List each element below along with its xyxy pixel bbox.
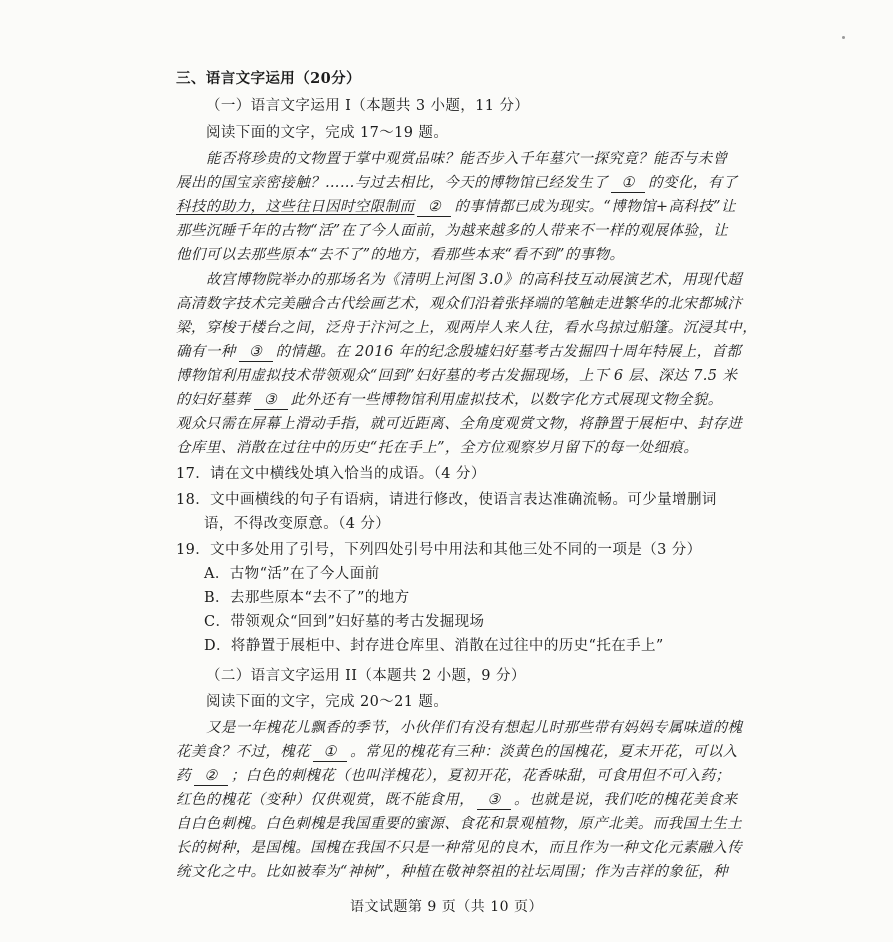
passage2-line: 又是一年槐花儿飘香的季节，小伙伴们有没有想起儿时那些带有妈妈专属味道的槐 (206, 720, 743, 736)
passage1-text: 的变化，有了 (648, 175, 738, 191)
option-a: A．古物“活”在了今人面前 (204, 566, 380, 582)
passage2-line: 统文化之中。比如被奉为“神树”，种植在敬神祭祖的社坛周围；作为吉祥的象征，种 (176, 864, 729, 880)
option-d: D．将静置于展柜中、封存进仓库里、消散在过往中的历史“托在手上” (204, 638, 664, 654)
passage2-text: 。也就是说，我们吃的槐花美食来 (514, 792, 738, 808)
passage1-line (176, 172, 738, 194)
passage1-text: 展出的国宝亲密接触？……与过去相比，今天的博物馆已经发生了 (176, 175, 609, 191)
scan-speck (842, 36, 845, 39)
blank-p2-3: ③ (477, 791, 511, 810)
part2-instruction: 阅读下面的文字，完成 20～21 题。 (206, 694, 449, 710)
passage2-text: 药 (176, 768, 191, 784)
passage2-line (176, 741, 738, 763)
passage1-text: 的事情都已成为现实。“博物馆+高科技”让 (454, 199, 736, 215)
passage1-line: 那些沉睡千年的古物“活”在了今人面前，为越来越多的人带来不一样的观展体验，让 (176, 223, 729, 239)
passage1-line (176, 341, 742, 363)
passage1-line: 他们可以去那些原本“去不了”的地方，看那些本来“看不到”的事物。 (176, 247, 625, 263)
passage1-line (176, 196, 736, 218)
question-18-cont: 语，不得改变原意。（4 分） (204, 516, 391, 532)
passage2-line (176, 765, 731, 787)
passage2-text: 。常见的槐花有三种：淡黄色的国槐花，夏末开花，可以入 (350, 744, 738, 760)
passage1-line: 仓库里、消散在过往中的历史“托在手上”，全方位观察岁月留下的每一处细痕。 (176, 440, 699, 456)
passage2-line (176, 789, 738, 811)
underlined-sentence: 科技的助力，这些往日因时空限制而 (176, 199, 415, 215)
passage1-line: 梁，穿梭于楼台之间，泛舟于汴河之上，观两岸人来人往，看水鸟掠过船篷。沉浸其中， (176, 320, 758, 336)
passage2-text: ；白色的刺槐花（也叫洋槐花），夏初开花，花香味甜，可食用但不可入药； (230, 768, 731, 784)
option-c: C．带领观众“回到”妇好墓的考古发掘现场 (204, 614, 485, 630)
question-18: 18．文中画横线的句子有语病，请进行修改，使语言表达准确流畅。可少量增删词 (176, 492, 717, 508)
question-17: 17．请在文中横线处填入恰当的成语。（4 分） (176, 466, 486, 482)
passage1-line: 高清数字技术完美融合古代绘画艺术，观众们沿着张择端的笔触走进繁华的北宋都城汴 (176, 296, 743, 312)
page-footer: 语文试题第 9 页（共 10 页） (349, 899, 544, 915)
part1-instruction: 阅读下面的文字，完成 17～19 题。 (206, 125, 449, 141)
option-b: B．去那些原本“去不了”的地方 (204, 590, 410, 606)
part1-heading: （一）语言文字运用 I（本题共 3 小题，11 分） (206, 98, 530, 114)
section-title: 三、语言文字运用（20分） (176, 70, 361, 87)
blank-2: ② (417, 198, 451, 217)
blank-p2-1: ① (313, 743, 347, 762)
blank-1: ① (611, 174, 645, 193)
blank-3: ③ (239, 343, 273, 362)
blank-p2-2: ② (194, 767, 228, 786)
passage1-text: 确有一种 (176, 344, 236, 360)
passage1-line: 观众只需在屏幕上滑动手指，就可近距离、全角度观赏文物，将静置于展柜中、封存进 (176, 416, 743, 432)
passage2-text: 红色的槐花（变种）仅供观赏，既不能食用， (176, 792, 474, 808)
passage1-text: 此外还有一些博物馆利用虚拟技术，以数字化方式展现文物全貌。 (290, 392, 723, 408)
question-19: 19．文中多处用了引号，下列四处引号中用法和其他三处不同的一项是（3 分） (176, 542, 702, 558)
passage1-line: 故宫博物院举办的那场名为《清明上河图 3.0》的高科技互动展演艺术，用现代超 (206, 272, 742, 288)
blank-4: ③ (254, 391, 288, 410)
passage1-text: 的妇好墓葬 (176, 392, 251, 408)
passage1-line (176, 389, 723, 411)
passage1-text: 的情趣。在 2016 年的纪念殷墟妇好墓考古发掘四十周年特展上，首都 (275, 344, 742, 360)
passage1-line: 能否将珍贵的文物置于掌中观赏品味？能否步入千年墓穴一探究竟？能否与未曾 (206, 151, 728, 167)
passage2-line: 自白色刺槐。白色刺槐是我国重要的蜜源、食花和景观植物，原产北美。而我国土生土 (176, 816, 743, 832)
part2-heading: （二）语言文字运用 II（本题共 2 小题，9 分） (206, 668, 526, 684)
passage1-line: 博物馆利用虚拟技术带领观众“回到”妇好墓的考古发掘现场，上下 6 层、深达 7.5 米 (176, 368, 738, 384)
passage2-text: 花美食？不过，槐花 (176, 744, 311, 760)
passage2-line: 长的树种，是国槐。国槐在我国不只是一种常见的良木，而且作为一种文化元素融入传 (176, 840, 743, 856)
